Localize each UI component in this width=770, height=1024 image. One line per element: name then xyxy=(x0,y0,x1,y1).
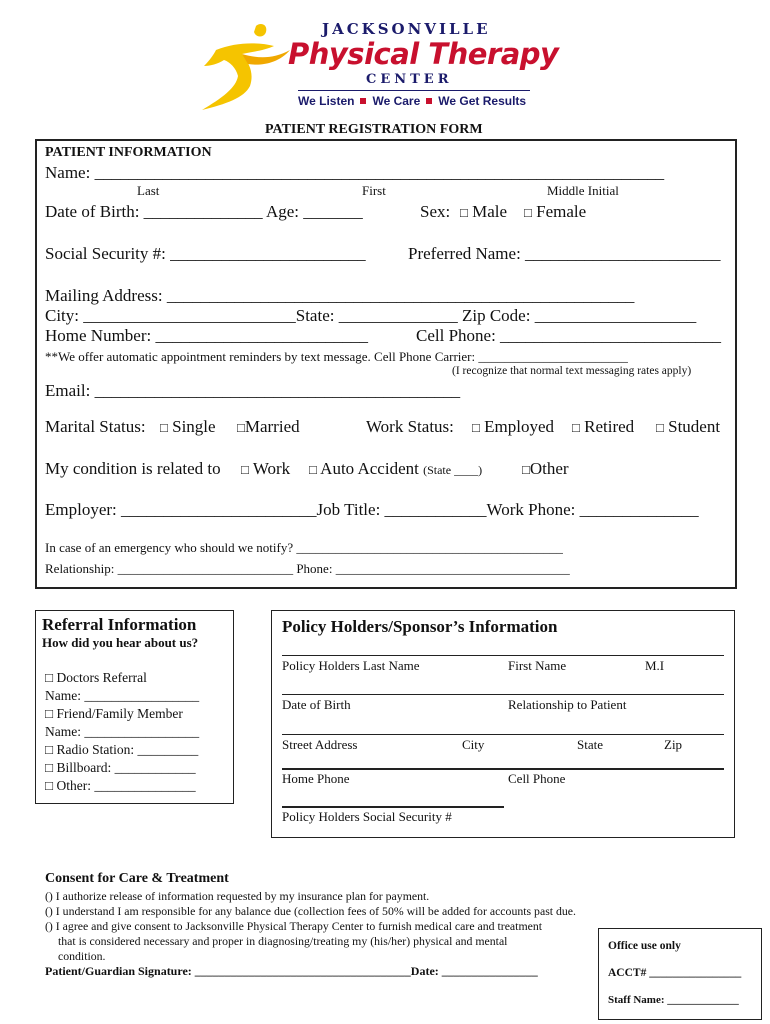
consent-line-5: condition. xyxy=(58,949,106,963)
work-status-label: Work Status: xyxy=(366,417,454,436)
last-caption: Last xyxy=(137,183,160,198)
policy-street-label: Street Address xyxy=(282,737,358,752)
consent-line-4: that is considered necessary and proper in diagnosing/treating my (his/her) physical and mental xyxy=(58,934,508,948)
student-label: Student xyxy=(668,417,721,436)
referral-option[interactable]: □ Other: _______________ xyxy=(45,778,196,793)
employer-field[interactable]: Employer: _______________________Job Title: ____________Work Phone: ______________ xyxy=(45,500,699,519)
married-label: Married xyxy=(244,417,300,436)
middle-caption: Middle Initial xyxy=(547,183,619,198)
logo-line-physical-therapy: Physical Therapy xyxy=(288,37,559,71)
tagline-listen: We Listen xyxy=(298,94,355,108)
state-blank[interactable]: (State ____) xyxy=(423,463,483,477)
checkbox-icon[interactable]: □ xyxy=(522,462,530,477)
female-label: Female xyxy=(536,202,587,221)
form-title: PATIENT REGISTRATION FORM xyxy=(265,122,483,137)
name-field[interactable]: Name: ___________________________________________________________________ xyxy=(45,163,665,182)
acct-field[interactable]: ACCT# ________________ xyxy=(608,967,742,979)
work-student-option[interactable] xyxy=(656,417,720,437)
sex-male-option[interactable] xyxy=(460,202,507,222)
male-label: Male xyxy=(472,202,508,221)
work-employed-option[interactable] xyxy=(472,417,554,437)
policy-line xyxy=(282,768,724,770)
policy-line xyxy=(282,806,504,808)
marital-status-label: Marital Status: xyxy=(45,417,146,436)
referral-option[interactable]: Name: _________________ xyxy=(45,724,200,739)
policy-line xyxy=(282,734,724,735)
retired-label: Retired xyxy=(584,417,635,436)
policy-box xyxy=(271,610,735,838)
preferred-name-field[interactable]: Preferred Name: _______________________ xyxy=(408,244,721,263)
checkbox-icon[interactable]: □ xyxy=(237,420,245,435)
policy-title: Policy Holders/Sponsor’s Information xyxy=(282,617,558,636)
checkbox-icon[interactable]: □ xyxy=(309,462,317,477)
referral-option[interactable]: □ Billboard: ____________ xyxy=(45,760,196,775)
policy-cell-phone-label: Cell Phone xyxy=(508,771,566,786)
referral-option[interactable]: □ Doctors Referral xyxy=(45,670,147,685)
logo-runner-graphic xyxy=(196,20,296,112)
policy-dob-label: Date of Birth xyxy=(282,697,351,712)
checkbox-icon[interactable]: □ xyxy=(241,462,249,477)
policy-first-name-label: First Name xyxy=(508,658,567,673)
referral-option[interactable]: Name: _________________ xyxy=(45,688,200,703)
email-field[interactable]: Email: ___________________________________________ xyxy=(45,381,461,400)
policy-mi-label: M.I xyxy=(645,658,665,673)
checkbox-icon[interactable]: □ xyxy=(572,420,580,435)
policy-line xyxy=(282,655,724,656)
staff-name-field[interactable]: Staff Name: _____________ xyxy=(608,994,739,1006)
policy-relationship-label: Relationship to Patient xyxy=(508,697,627,712)
condition-auto-option[interactable] xyxy=(309,459,482,479)
consent-title: Consent for Care & Treatment xyxy=(45,871,229,886)
first-caption: First xyxy=(362,183,386,198)
referral-option[interactable]: □ Radio Station: _________ xyxy=(45,742,199,757)
tagline-care: We Care xyxy=(372,94,421,108)
home-number-field[interactable]: Home Number: _________________________ xyxy=(45,326,368,345)
city-state-zip-field[interactable]: City: _________________________State: ______________ Zip Code: ___________________ xyxy=(45,306,697,325)
logo-line-jacksonville: JACKSONVILLE xyxy=(322,20,491,38)
cell-phone-field[interactable]: Cell Phone: __________________________ xyxy=(416,326,722,345)
patient-section-title: PATIENT INFORMATION xyxy=(45,145,212,160)
condition-label: My condition is related to xyxy=(45,459,221,478)
mailing-address-field[interactable]: Mailing Address: _______________________________________________________ xyxy=(45,286,635,305)
work-retired-option[interactable] xyxy=(572,417,634,437)
ssn-field[interactable]: Social Security #: _______________________ xyxy=(45,244,366,263)
text-rates-notice: (I recognize that normal text messaging rates apply) xyxy=(452,365,692,377)
relationship-phone-field[interactable]: Relationship: ___________________________ Phone: ____________________________________ xyxy=(45,561,570,576)
checkbox-icon[interactable]: □ xyxy=(524,205,532,220)
policy-zip-label: Zip xyxy=(664,737,683,752)
referral-options-list xyxy=(45,669,199,795)
condition-other-option[interactable] xyxy=(522,459,569,479)
marital-married-option[interactable] xyxy=(237,417,300,437)
referral-title: Referral Information xyxy=(42,615,197,634)
logo-rule xyxy=(298,90,530,91)
logo-tagline xyxy=(298,94,526,108)
work-label: Work xyxy=(252,459,291,478)
sex-label: Sex: xyxy=(420,202,451,221)
logo-line-center: CENTER xyxy=(366,72,453,87)
checkbox-icon[interactable]: □ xyxy=(460,205,468,220)
marital-single-option[interactable] xyxy=(160,417,216,437)
referral-question: How did you hear about us? xyxy=(42,635,199,650)
policy-state-label: State xyxy=(577,737,603,752)
dob-age-field[interactable]: Date of Birth: ______________ Age: _______ xyxy=(45,202,363,221)
policy-home-phone-label: Home Phone xyxy=(282,771,350,786)
policy-ssn-label: Policy Holders Social Security # xyxy=(282,809,452,824)
checkbox-icon[interactable]: □ xyxy=(160,420,168,435)
sex-female-option[interactable] xyxy=(524,202,586,222)
policy-last-name-label: Policy Holders Last Name xyxy=(282,658,420,673)
checkbox-icon[interactable]: □ xyxy=(656,420,664,435)
text-reminder-notice[interactable]: **We offer automatic appointment reminders by text message. Cell Phone Carrier: _______________________ xyxy=(45,349,628,364)
policy-city-label: City xyxy=(462,737,485,752)
referral-option[interactable]: □ Friend/Family Member xyxy=(45,706,183,721)
auto-label: Auto Accident xyxy=(320,459,419,478)
consent-line-1[interactable]: () I authorize release of information requested by my insurance plan for payment. xyxy=(45,889,430,903)
tagline-results: We Get Results xyxy=(438,94,527,108)
consent-line-2[interactable]: () I understand I am responsible for any balance due (collection fees of 50% will be added for accounts past due. xyxy=(45,904,576,918)
emergency-contact-field[interactable]: In case of an emergency who should we notify? _________________________________________ xyxy=(45,540,563,555)
office-use-title: Office use only xyxy=(608,940,681,952)
other-label: Other xyxy=(529,459,569,478)
single-label: Single xyxy=(172,417,216,436)
policy-line xyxy=(282,694,724,695)
signature-date-field[interactable]: Patient/Guardian Signature: ____________________________________Date: ________________ xyxy=(45,964,538,978)
checkbox-icon[interactable]: □ xyxy=(472,420,480,435)
employed-label: Employed xyxy=(484,417,554,436)
consent-line-3[interactable]: () I agree and give consent to Jacksonville Physical Therapy Center to furnish medical care and treatment xyxy=(45,919,543,933)
condition-work-option[interactable] xyxy=(241,459,290,479)
